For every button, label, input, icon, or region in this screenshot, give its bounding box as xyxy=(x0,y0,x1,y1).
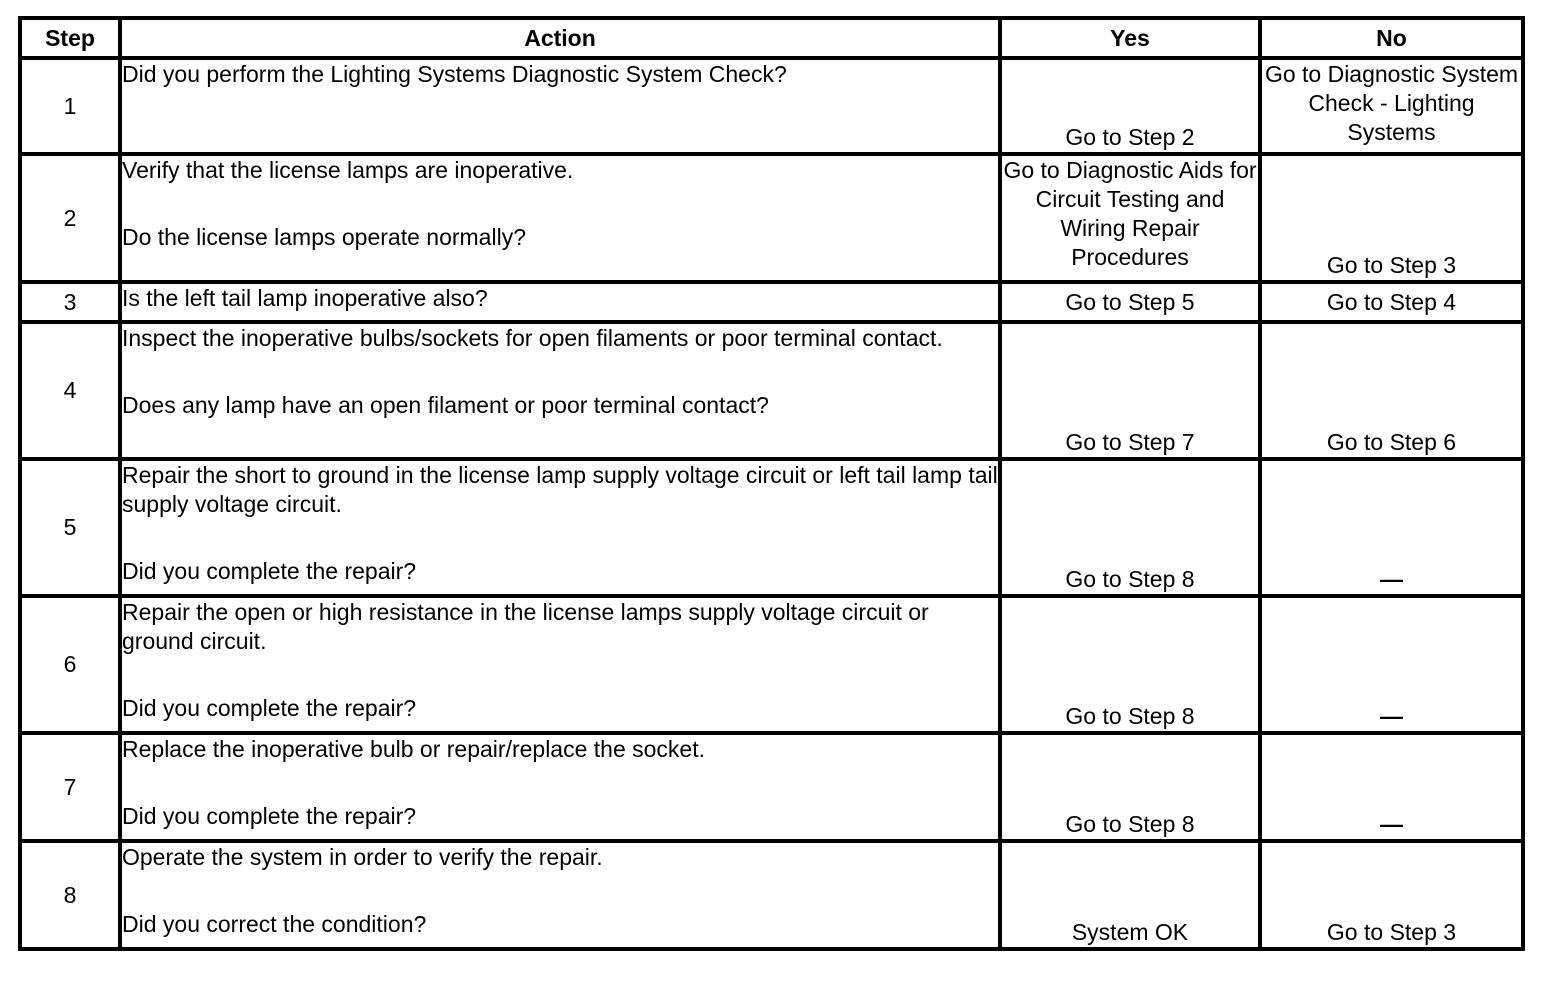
step-number: 6 xyxy=(20,596,120,733)
action-question: Do the license lamps operate normally? xyxy=(122,224,526,250)
table-row xyxy=(20,841,1523,949)
step-number: 2 xyxy=(20,154,120,282)
yes-result: Go to Diagnostic Aids for Circuit Testing and Wiring Repair Procedures xyxy=(1000,154,1260,282)
action-instruction: Repair the short to ground in the license lamp supply voltage circuit or left tail lamp tail supply voltage circuit. xyxy=(122,462,998,517)
action-question: Did you complete the repair? xyxy=(122,803,417,829)
step-number: 1 xyxy=(20,58,120,154)
table-row xyxy=(20,459,1523,596)
table-row xyxy=(20,58,1523,154)
action-cell xyxy=(120,58,1000,154)
action-cell xyxy=(120,282,1000,322)
action-question: Did you complete the repair? xyxy=(122,558,417,584)
no-result: Go to Step 3 xyxy=(1260,841,1523,949)
step-number: 3 xyxy=(20,282,120,322)
action-question: Did you correct the condition? xyxy=(122,911,427,937)
action-instruction: Repair the open or high resistance in the license lamps supply voltage circuit or ground circuit. xyxy=(122,599,929,654)
table-row xyxy=(20,154,1523,282)
no-result: Go to Step 6 xyxy=(1260,322,1523,459)
table-row xyxy=(20,596,1523,733)
action-question: Did you complete the repair? xyxy=(122,695,417,721)
table-row xyxy=(20,733,1523,841)
action-cell xyxy=(120,841,1000,949)
yes-result: Go to Step 5 xyxy=(1000,282,1260,322)
action-cell xyxy=(120,733,1000,841)
no-result: Go to Diagnostic System Check - Lighting Systems xyxy=(1260,58,1523,154)
step-number: 5 xyxy=(20,459,120,596)
action-instruction: Operate the system in order to verify the repair. xyxy=(122,844,603,870)
no-result: — xyxy=(1260,596,1523,733)
header-no: No xyxy=(1260,18,1523,58)
action-cell xyxy=(120,459,1000,596)
header-action: Action xyxy=(120,18,1000,58)
diagnostic-table xyxy=(18,16,1525,951)
action-instruction: Did you perform the Lighting Systems Diagnostic System Check? xyxy=(122,61,787,87)
step-number: 4 xyxy=(20,322,120,459)
no-result: — xyxy=(1260,733,1523,841)
table-row xyxy=(20,282,1523,322)
no-result: Go to Step 4 xyxy=(1260,282,1523,322)
action-instruction: Is the left tail lamp inoperative also? xyxy=(122,285,488,311)
no-result: Go to Step 3 xyxy=(1260,154,1523,282)
action-question: Does any lamp have an open filament or poor terminal contact? xyxy=(122,392,769,418)
action-instruction: Inspect the inoperative bulbs/sockets for open filaments or poor terminal contact. xyxy=(122,325,943,351)
action-cell xyxy=(120,596,1000,733)
action-cell xyxy=(120,154,1000,282)
yes-result: Go to Step 8 xyxy=(1000,733,1260,841)
table-row xyxy=(20,322,1523,459)
table-header-row xyxy=(20,18,1523,58)
step-number: 7 xyxy=(20,733,120,841)
yes-result: Go to Step 2 xyxy=(1000,58,1260,154)
action-cell xyxy=(120,322,1000,459)
no-result: — xyxy=(1260,459,1523,596)
header-step: Step xyxy=(20,18,120,58)
yes-result: Go to Step 7 xyxy=(1000,322,1260,459)
yes-result: System OK xyxy=(1000,841,1260,949)
yes-result: Go to Step 8 xyxy=(1000,459,1260,596)
step-number: 8 xyxy=(20,841,120,949)
header-yes: Yes xyxy=(1000,18,1260,58)
action-instruction: Replace the inoperative bulb or repair/replace the socket. xyxy=(122,736,706,762)
action-instruction: Verify that the license lamps are inoperative. xyxy=(122,157,574,183)
yes-result: Go to Step 8 xyxy=(1000,596,1260,733)
